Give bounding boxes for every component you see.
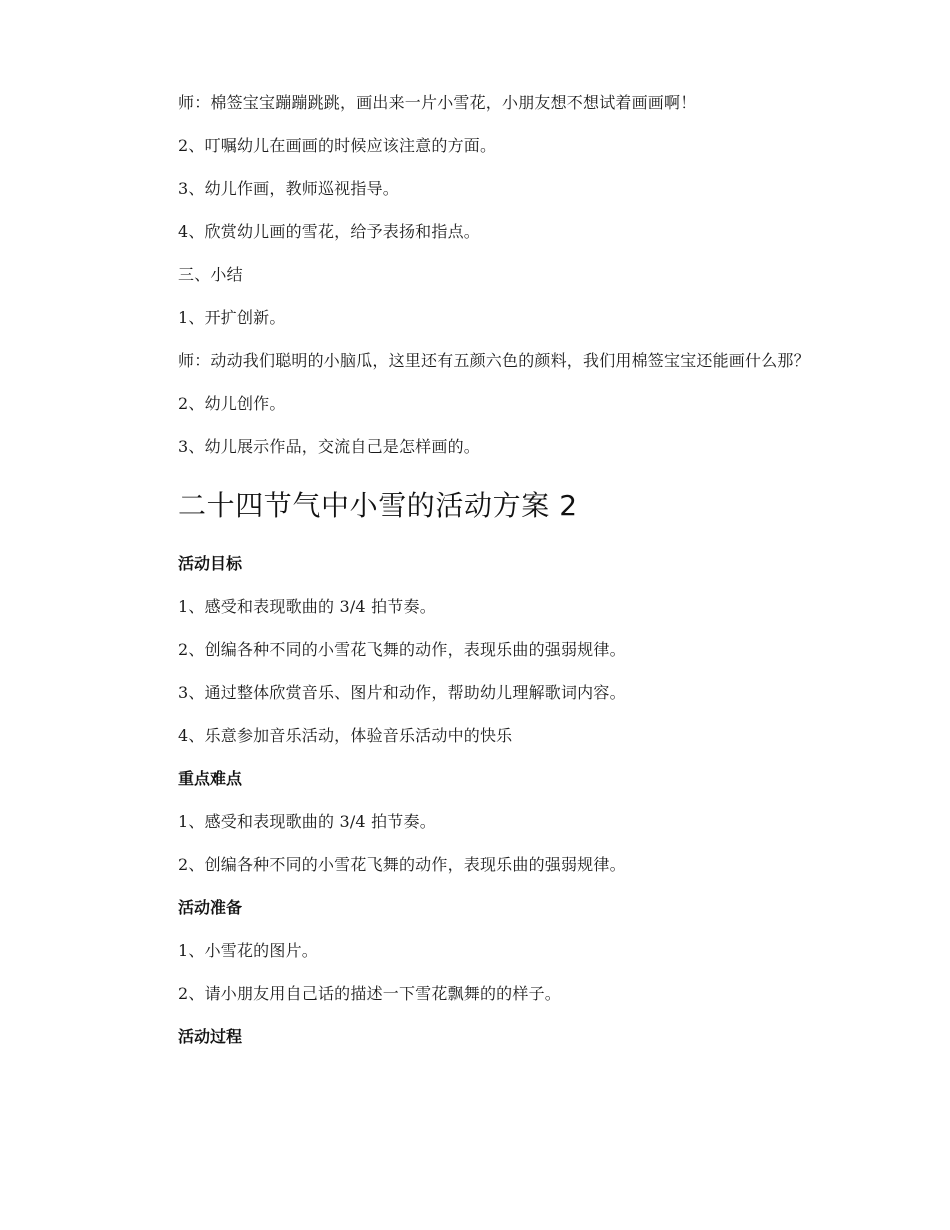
- process-heading: 活动过程: [178, 1027, 243, 1046]
- paragraph: 师：动动我们聪明的小脑瓜，这里还有五颜六色的颜料，我们用棉签宝宝还能画什么那？: [178, 351, 810, 370]
- preparation-item: 1、小雪花的图片。: [178, 941, 318, 960]
- paragraph: 师：棉签宝宝蹦蹦跳跳，画出来一片小雪花，小朋友想不想试着画画啊！: [178, 93, 697, 112]
- preparation-heading: 活动准备: [178, 898, 243, 917]
- goal-item: 3、通过整体欣赏音乐、图片和动作，帮助幼儿理解歌词内容。: [178, 683, 626, 702]
- key-points-heading: 重点难点: [178, 769, 243, 788]
- document-content: [141, 92, 813, 1048]
- paragraph: 1、开扩创新。: [178, 308, 286, 327]
- paragraph: 4、欣赏幼儿画的雪花，给予表扬和指点。: [178, 222, 480, 241]
- paragraph: 2、叮嘱幼儿在画画的时候应该注意的方面。: [178, 136, 497, 155]
- goal-item: 4、乐意参加音乐活动，体验音乐活动中的快乐: [178, 726, 513, 745]
- preparation-item: 2、请小朋友用自己话的描述一下雪花飘舞的的样子。: [178, 984, 561, 1003]
- goal-item: 1、感受和表现歌曲的 3/4 拍节奏。: [178, 597, 436, 616]
- paragraph: 3、幼儿作画，教师巡视指导。: [178, 179, 399, 198]
- paragraph: 2、幼儿创作。: [178, 394, 286, 413]
- goal-item: 2、创编各种不同的小雪花飞舞的动作，表现乐曲的强弱规律。: [178, 640, 626, 659]
- section-subtitle: 三、小结: [178, 265, 243, 284]
- key-point-item: 2、创编各种不同的小雪花飞舞的动作，表现乐曲的强弱规律。: [178, 855, 626, 874]
- section-title: 二十四节气中小雪的活动方案 2: [178, 489, 578, 522]
- key-point-item: 1、感受和表现歌曲的 3/4 拍节奏。: [178, 812, 436, 831]
- goals-heading: 活动目标: [178, 554, 243, 573]
- paragraph: 3、幼儿展示作品，交流自己是怎样画的。: [178, 437, 480, 456]
